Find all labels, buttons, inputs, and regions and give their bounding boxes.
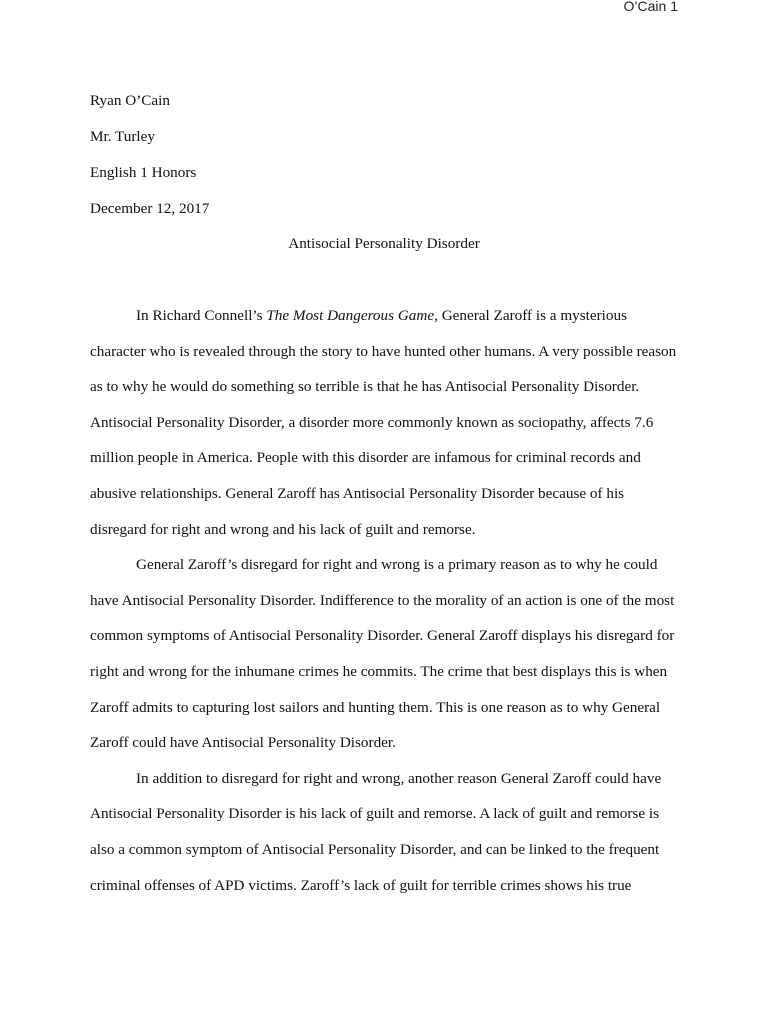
paragraph-line: have Antisocial Personality Disorder. Indifference to the morality of an action is one of the most	[90, 591, 675, 609]
paragraph-line: million people in America. People with this disorder are infamous for criminal records and	[90, 449, 641, 467]
paragraph-line: disregard for right and wrong and his lack of guilt and remorse.	[90, 520, 476, 538]
running-header: O’Cain 1	[623, 0, 678, 14]
paragraph-line: In addition to disregard for right and wrong, another reason General Zaroff could have	[136, 769, 662, 787]
paragraph-line: Zaroff admits to capturing lost sailors and hunting them. This is one reason as to why General	[90, 698, 661, 716]
text-run: In Richard Connell’s	[136, 307, 267, 324]
paragraph-line: Zaroff could have Antisocial Personality Disorder.	[90, 734, 396, 752]
paragraph-line: General Zaroff’s disregard for right and wrong is a primary reason as to why he could	[136, 556, 658, 574]
essay-date: December 12, 2017	[90, 200, 210, 217]
text-run: General Zaroff is a mysterious	[437, 307, 627, 324]
teacher-name: Mr. Turley	[90, 128, 155, 145]
paragraph-line	[90, 304, 678, 340]
paragraph-line: abusive relationships. General Zaroff has Antisocial Personality Disorder because of his	[90, 484, 625, 502]
student-name: Ryan O’Cain	[90, 92, 170, 109]
mla-heading	[90, 89, 678, 233]
paragraph-line: Antisocial Personality Disorder is his lack of guilt and remorse. A lack of guilt and remorse is	[90, 805, 659, 823]
course-name: English 1 Honors	[90, 164, 197, 181]
paragraph-line: common symptoms of Antisocial Personality Disorder. General Zaroff displays his disregard for	[90, 627, 675, 645]
paragraph-line: also a common symptom of Antisocial Personality Disorder, and can be linked to the frequent	[90, 840, 660, 858]
essay-body	[90, 304, 678, 909]
paragraph-line: Antisocial Personality Disorder, a disorder more commonly known as sociopathy, affects 7.6	[90, 413, 654, 431]
paragraph-line: character who is revealed through the story to have hunted other humans. A very possible reason	[90, 342, 677, 360]
essay-title: Antisocial Personality Disorder	[288, 235, 480, 252]
paragraph-line: criminal offenses of APD victims. Zaroff’s lack of guilt for terrible crimes shows his true	[90, 876, 632, 894]
paragraph-line: as to why he would do something so terrible is that he has Antisocial Personality Disorder.	[90, 378, 640, 396]
paragraph-line: right and wrong for the inhumane crimes he commits. The crime that best displays this is when	[90, 662, 668, 680]
book-title: The Most Dangerous Game,	[266, 307, 438, 324]
